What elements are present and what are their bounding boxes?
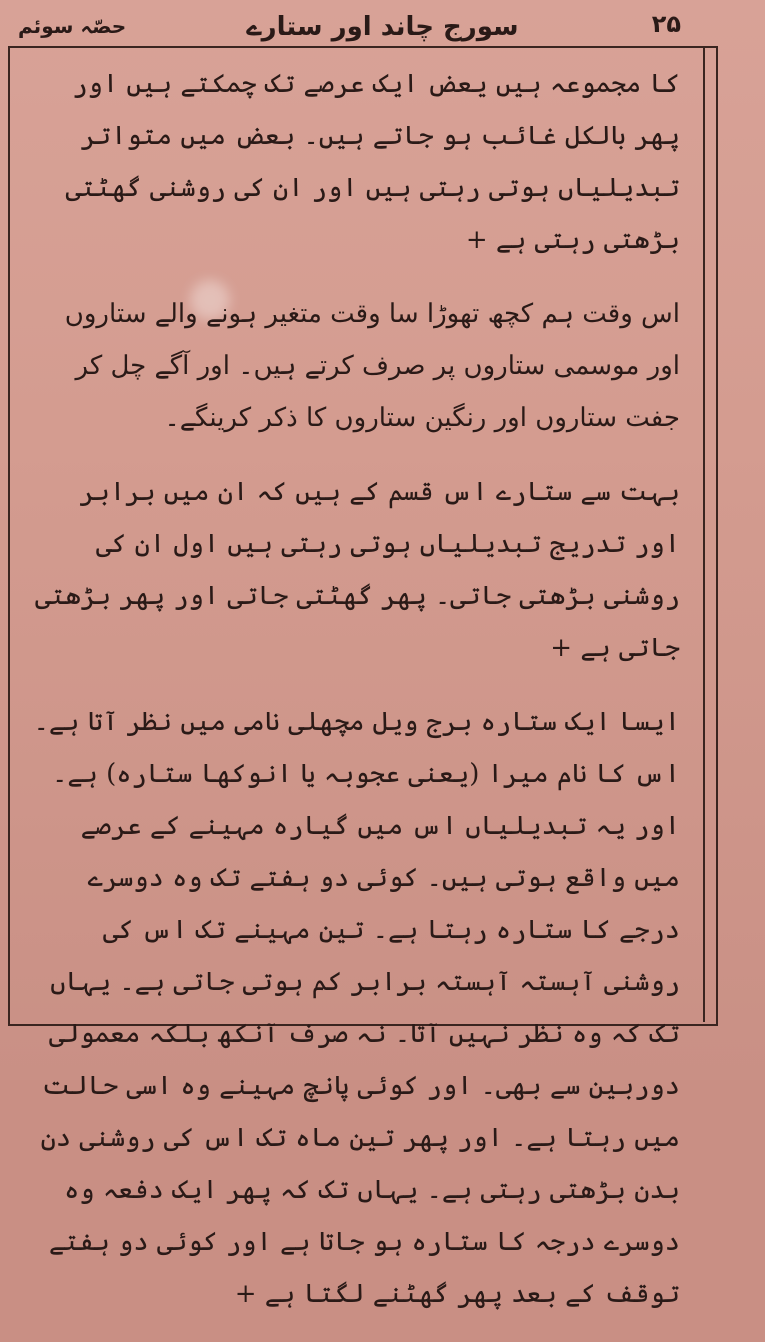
running-title: سورج چاند اور ستارے	[246, 12, 519, 42]
paragraph: کا مجموعہ ہیں یعض ایک عرصے تک چمکتے ہیں اور پھر بالکل غائب ہو جاتے ہیں۔ بعض میں متواتر تبدیلیاں ہوتی رہتی ہیں اور ان کی روشنی گھٹتی بڑھتی رہتی ہے +	[65, 69, 680, 255]
section-label: حصّہ سوئم	[18, 14, 127, 38]
paragraph: بہت سے ستارے اس قسم کے ہیں کہ ان میں برابر اور تدریج تبدیلیاں ہوتی رہتی ہیں اول ان کی روشنی بڑھتی جاتی۔ پھر گھٹتی جاتی اور پھر بڑھتی جاتی ہے +	[34, 477, 680, 663]
frame-margin-rule	[703, 46, 705, 1022]
page-header	[14, 10, 751, 44]
paragraph: ایسا ایک ستارہ برج ویل مچھلی نامی میں نظر آتا ہے۔ اس کا نام میرا (یعنی عجوبہ یا انوکھا ستارہ) ہے۔ اور یہ تبدیلیاں اس میں گیارہ مہینے کے عرصے میں واقع ہوتی ہیں۔ کوئی دو ہفتے تک وہ دوسرے درجے کا ستارہ رہتا ہے۔ تین مہینے تک اس کی روشنی آہستہ آہستہ برابر کم ہوتی جاتی ہے۔ یہاں تک کہ وہ نظر نہیں آتا۔ نہ صرف آنکھ بلکہ معمولی دوربین سے بھی۔ اور کوئی پانچ مہینے وہ اسی حالت میں رہتا ہے۔ اور پھر تین ماہ تک اس کی روشنی دن بدن بڑھتی رہتی ہے۔ یہاں تک کہ پھر ایک دفعہ وہ دوسرے درجہ کا ستارہ ہو جاتا ہے اور کوئی دو ہفتے توقف کے بعد پھر گھٹنے لگتا ہے +	[33, 707, 680, 1309]
body-text	[30, 58, 680, 1342]
page-number: ۲۵	[651, 10, 681, 38]
paragraph: اس وقت ہم کچھ تھوڑا سا وقت متغیر ہونے والے ستاروں اور موسمی ستاروں پر صرف کرتے ہیں۔ اور آگے چل کر جفت ستاروں اور رنگین ستاروں کا ذکر کرینگے۔	[64, 299, 680, 433]
